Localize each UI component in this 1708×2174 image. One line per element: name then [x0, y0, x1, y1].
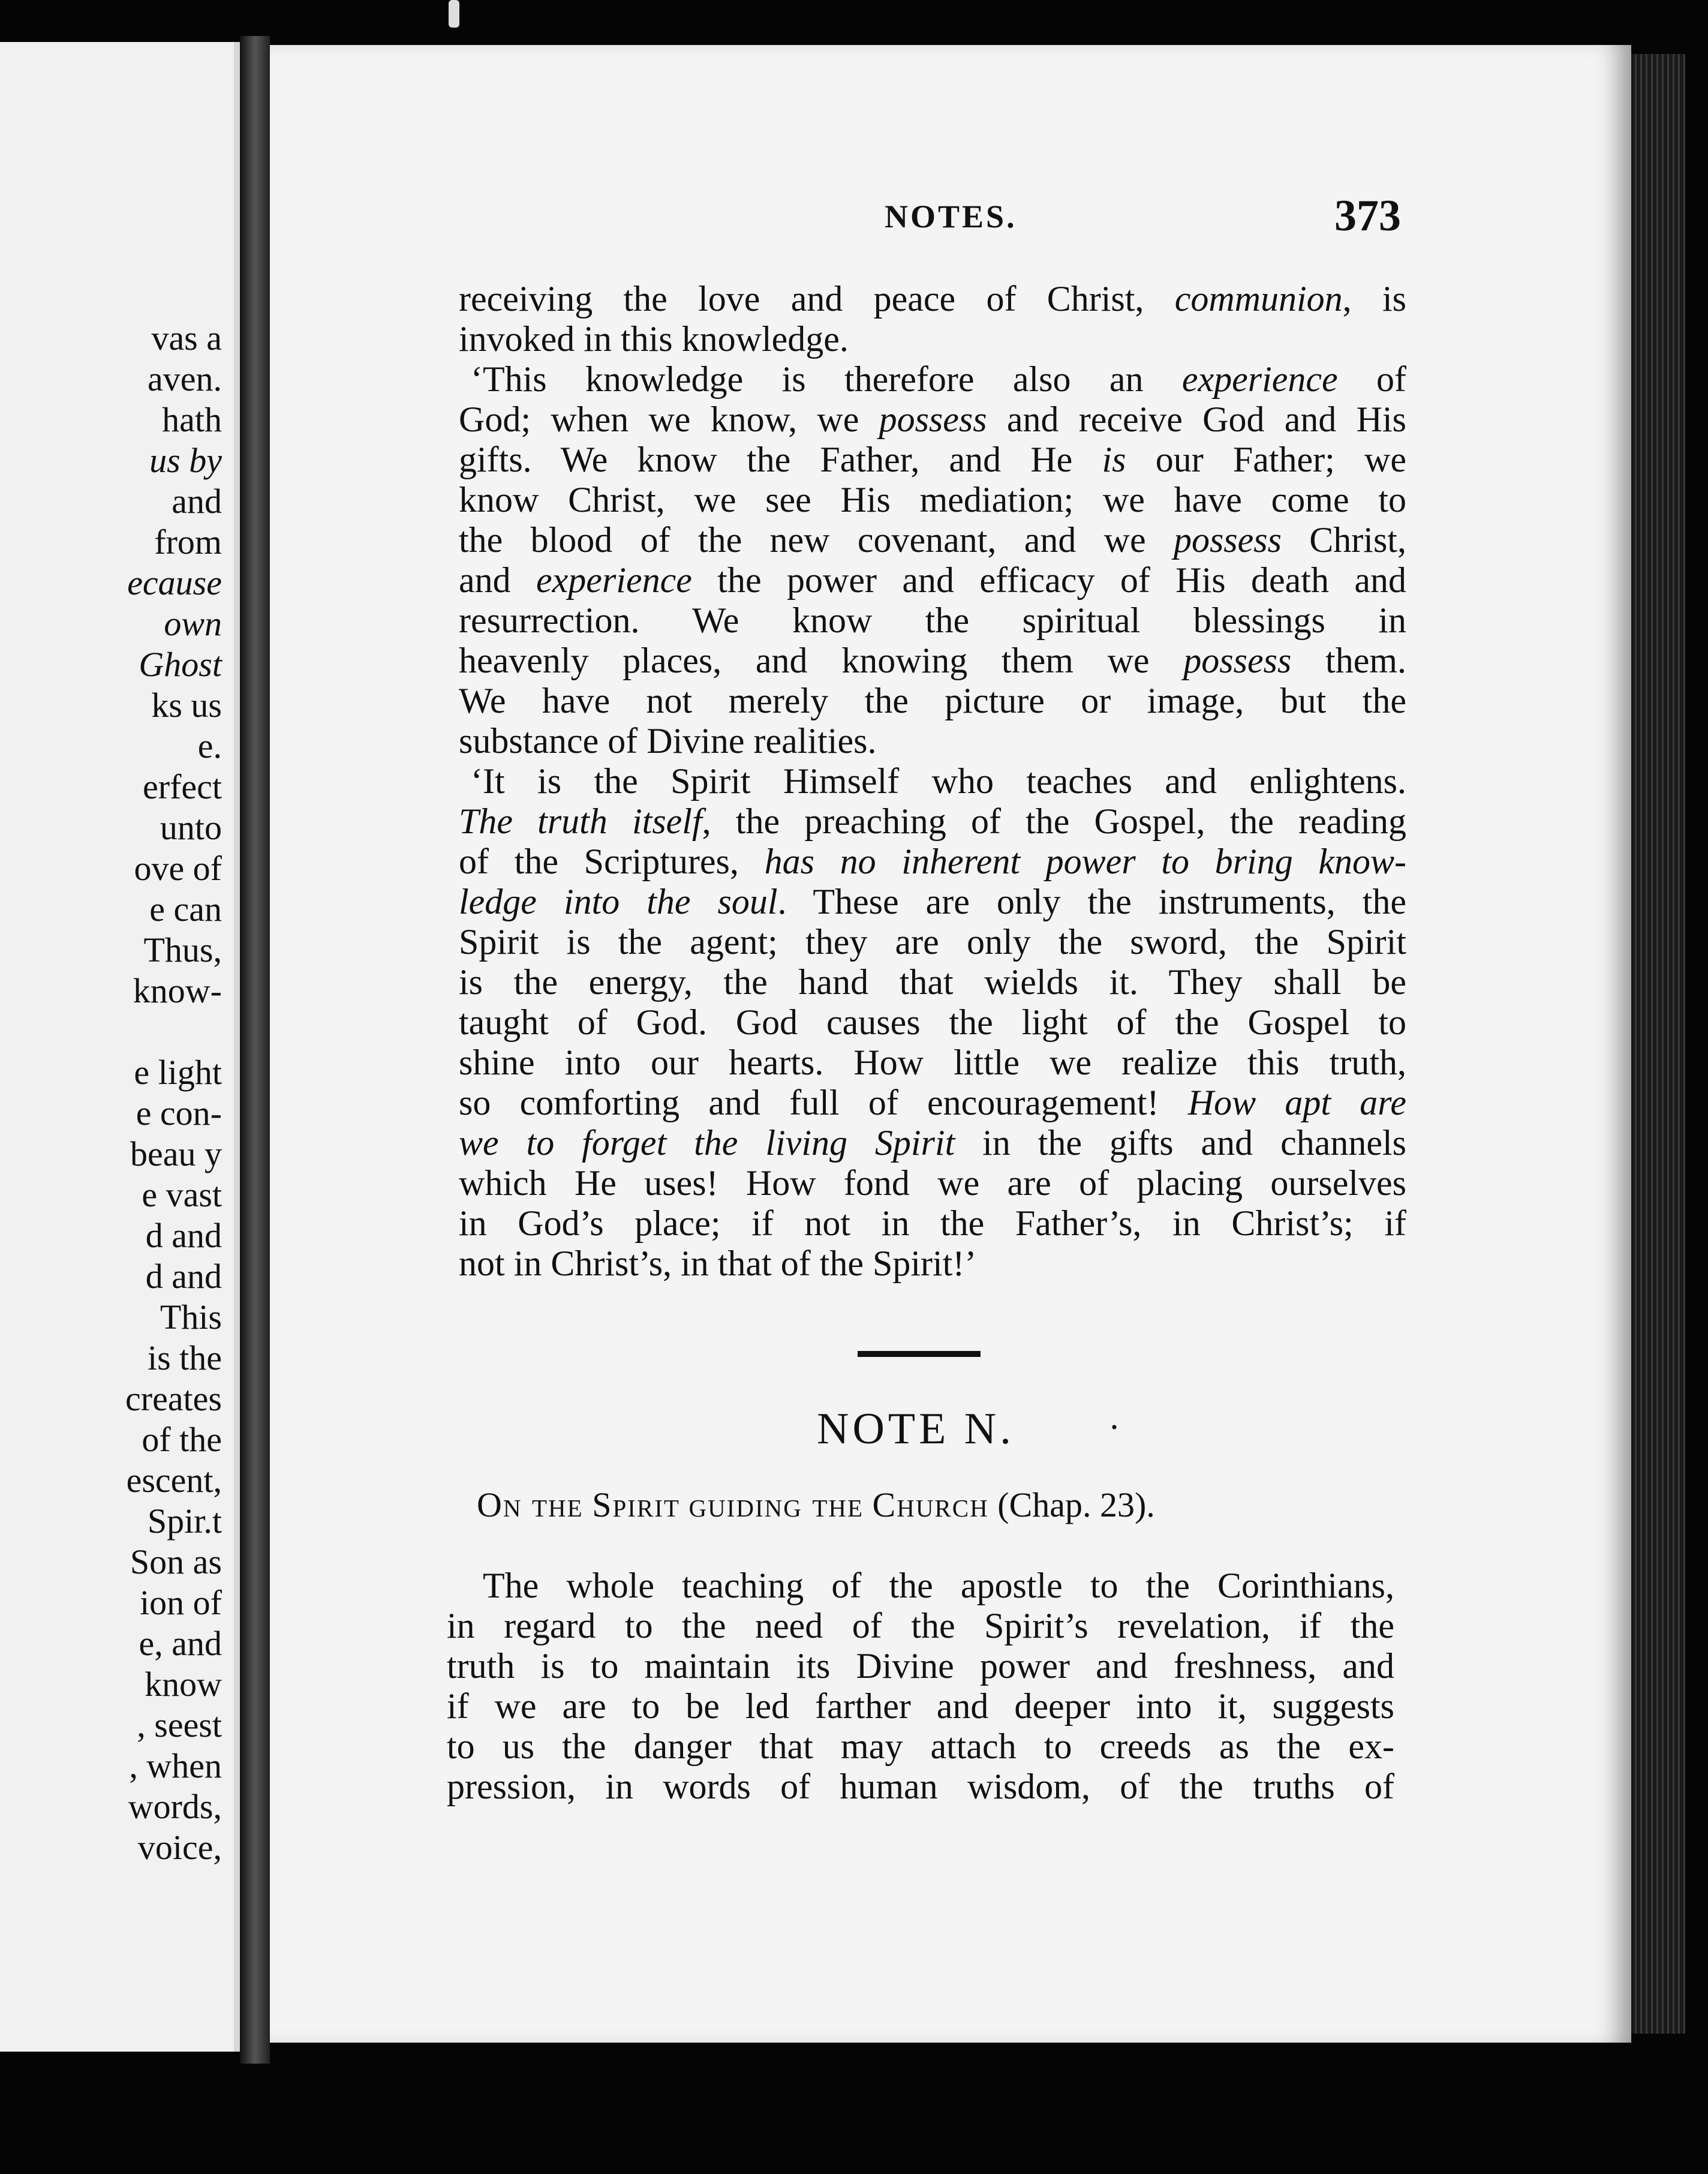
left-page-text [30, 318, 222, 1868]
subheading-spirit: Spirit [592, 1485, 680, 1524]
emphasis: has no inherent power to bring know- [764, 842, 1406, 881]
left-line: e con- [136, 1094, 222, 1133]
emphasis: possess [1173, 520, 1282, 560]
text-line: invoked in this knowledge. [459, 319, 849, 359]
emphasis: experience [536, 560, 692, 600]
notes-body [459, 279, 1406, 1284]
left-line: us by [149, 441, 222, 480]
left-line: hath [162, 400, 222, 439]
text-line: and experience the power and efficacy of His death and [459, 560, 1406, 600]
text-line: we to forget the living Spirit in the gifts and channels [459, 1123, 1406, 1163]
text-line: in God’s place; if not in the Father’s, in Christ’s; if [459, 1203, 1406, 1243]
emphasis: How apt are [1187, 1083, 1406, 1122]
left-line: e light [134, 1053, 222, 1092]
text-line: know Christ, we see His mediation; we have come to [459, 480, 1406, 520]
running-head: NOTES. [885, 199, 1017, 235]
left-line: e can [149, 890, 222, 929]
left-line: and [172, 482, 222, 521]
left-line: unto [160, 808, 222, 847]
text-line: is the energy, the hand that wields it. They shall be [459, 962, 1406, 1002]
left-line: e. [197, 726, 222, 765]
text-line: receiving the love and peace of Christ, communion, is [459, 279, 1406, 319]
left-line: aven. [148, 359, 222, 398]
left-line: of the [142, 1420, 222, 1459]
page-number: 373 [1334, 191, 1401, 241]
text-line: Spirit is the agent; they are only the sword, the Spirit [459, 922, 1406, 962]
scan-artifact [449, 0, 459, 28]
left-line: from [154, 523, 222, 561]
left-line: e vast [142, 1175, 222, 1214]
emphasis: we to forget the living Spirit [459, 1123, 955, 1163]
emphasis: possess [1183, 641, 1292, 680]
left-line: voice, [137, 1828, 222, 1867]
book-gutter [240, 36, 270, 2064]
text-line: ledge into the soul. These are only the instruments, the [459, 882, 1406, 921]
paragraph [459, 279, 1406, 359]
emphasis: The truth itself [459, 801, 702, 841]
text-line: ‘This knowledge is therefore also an experience of [471, 359, 1407, 399]
left-line: , when [129, 1746, 222, 1785]
emphasis: is [1102, 440, 1126, 479]
text-line: the blood of the new covenant, and we possess Christ, [459, 520, 1406, 560]
left-line: This [160, 1298, 222, 1337]
text-line: ‘It is the Spirit Himself who teaches and enlightens. [471, 761, 1406, 801]
page-edges [1631, 54, 1685, 2034]
subheading-on: On the [477, 1485, 584, 1524]
emphasis: possess [879, 400, 987, 439]
text-line: of the Scriptures, has no inherent power to bring know- [459, 842, 1406, 881]
left-line: e, and [139, 1624, 222, 1663]
left-line: d and [145, 1257, 222, 1296]
left-line [30, 1542, 222, 1583]
text-line: in regard to the need of the Spirit’s revelation, if the [447, 1606, 1394, 1645]
text-line: The whole teaching of the apostle to the Corinthians, [483, 1566, 1394, 1605]
text-line: truth is to maintain its Divine power and freshness, and [447, 1646, 1394, 1686]
text-line: We have not merely the picture or image, but the [459, 681, 1406, 720]
text-line: if we are to be led farther and deeper into it, suggests [447, 1686, 1394, 1726]
section-divider [858, 1351, 981, 1357]
text-line: pression, in words of human wisdom, of the truths of [447, 1767, 1394, 1806]
emphasis: experience [1181, 359, 1338, 399]
left-line: ks us [151, 686, 222, 725]
left-line: is the [147, 1338, 222, 1377]
text-line: The truth itself, the preaching of the Gospel, the reading [459, 801, 1406, 841]
paragraph [459, 359, 1406, 761]
left-line-text: Son as [130, 1542, 222, 1581]
left-line: ecause [127, 563, 222, 602]
left-line: erfect [143, 767, 222, 806]
text-line: God; when we know, we possess and receive God and His [459, 400, 1406, 439]
text-line: substance of Divine realities. [459, 721, 877, 761]
left-line: ove of [134, 849, 222, 888]
left-line: beau y [130, 1134, 222, 1173]
left-line: Spir.t [147, 1502, 222, 1541]
left-line: ion of [140, 1583, 222, 1622]
text-line: which He uses! How fond we are of placing ourselves [459, 1163, 1406, 1203]
text-line: gifts. We know the Father, and He is our Father; we [459, 440, 1406, 479]
left-line: Ghost [139, 645, 222, 684]
left-line [30, 1011, 222, 1052]
paragraph [459, 761, 1406, 1284]
left-line: know- [133, 971, 222, 1010]
left-line: own [164, 604, 222, 643]
left-line: know [145, 1665, 222, 1704]
subheading-church: Church [872, 1485, 989, 1524]
text-line: not in Christ’s, in that of the Spirit!’ [459, 1244, 977, 1283]
text-line: shine into our hearts. How little we realize this truth, [459, 1043, 1406, 1082]
subheading-guiding: guiding the [688, 1485, 864, 1524]
left-line: Thus, [143, 930, 222, 969]
note-n-body [447, 1566, 1394, 1807]
text-line: heavenly places, and knowing them we possess them. [459, 641, 1406, 680]
note-subheading [477, 1485, 1376, 1525]
emphasis: communion [1174, 279, 1343, 319]
subheading-chapter: (Chap. 23). [997, 1485, 1155, 1524]
left-line: escent, [126, 1461, 222, 1500]
left-line: d and [145, 1216, 222, 1255]
left-line: words, [128, 1787, 222, 1826]
text-line: taught of God. God causes the light of the Gospel to [459, 1002, 1406, 1042]
left-facing-page [0, 42, 240, 2052]
text-line: so comforting and full of encouragement! How apt are [459, 1083, 1406, 1122]
left-line: creates [125, 1379, 222, 1418]
note-heading: NOTE N. [817, 1404, 1015, 1454]
left-line: vas a [151, 319, 222, 358]
text-line: resurrection. We know the spiritual blessings in [459, 600, 1406, 640]
left-line: , seest [137, 1705, 222, 1744]
emphasis: ledge into the soul [459, 882, 778, 921]
stray-mark: · [1108, 1407, 1120, 1447]
paragraph [447, 1566, 1394, 1807]
text-line: to us the danger that may attach to creeds as the ex- [447, 1726, 1394, 1766]
